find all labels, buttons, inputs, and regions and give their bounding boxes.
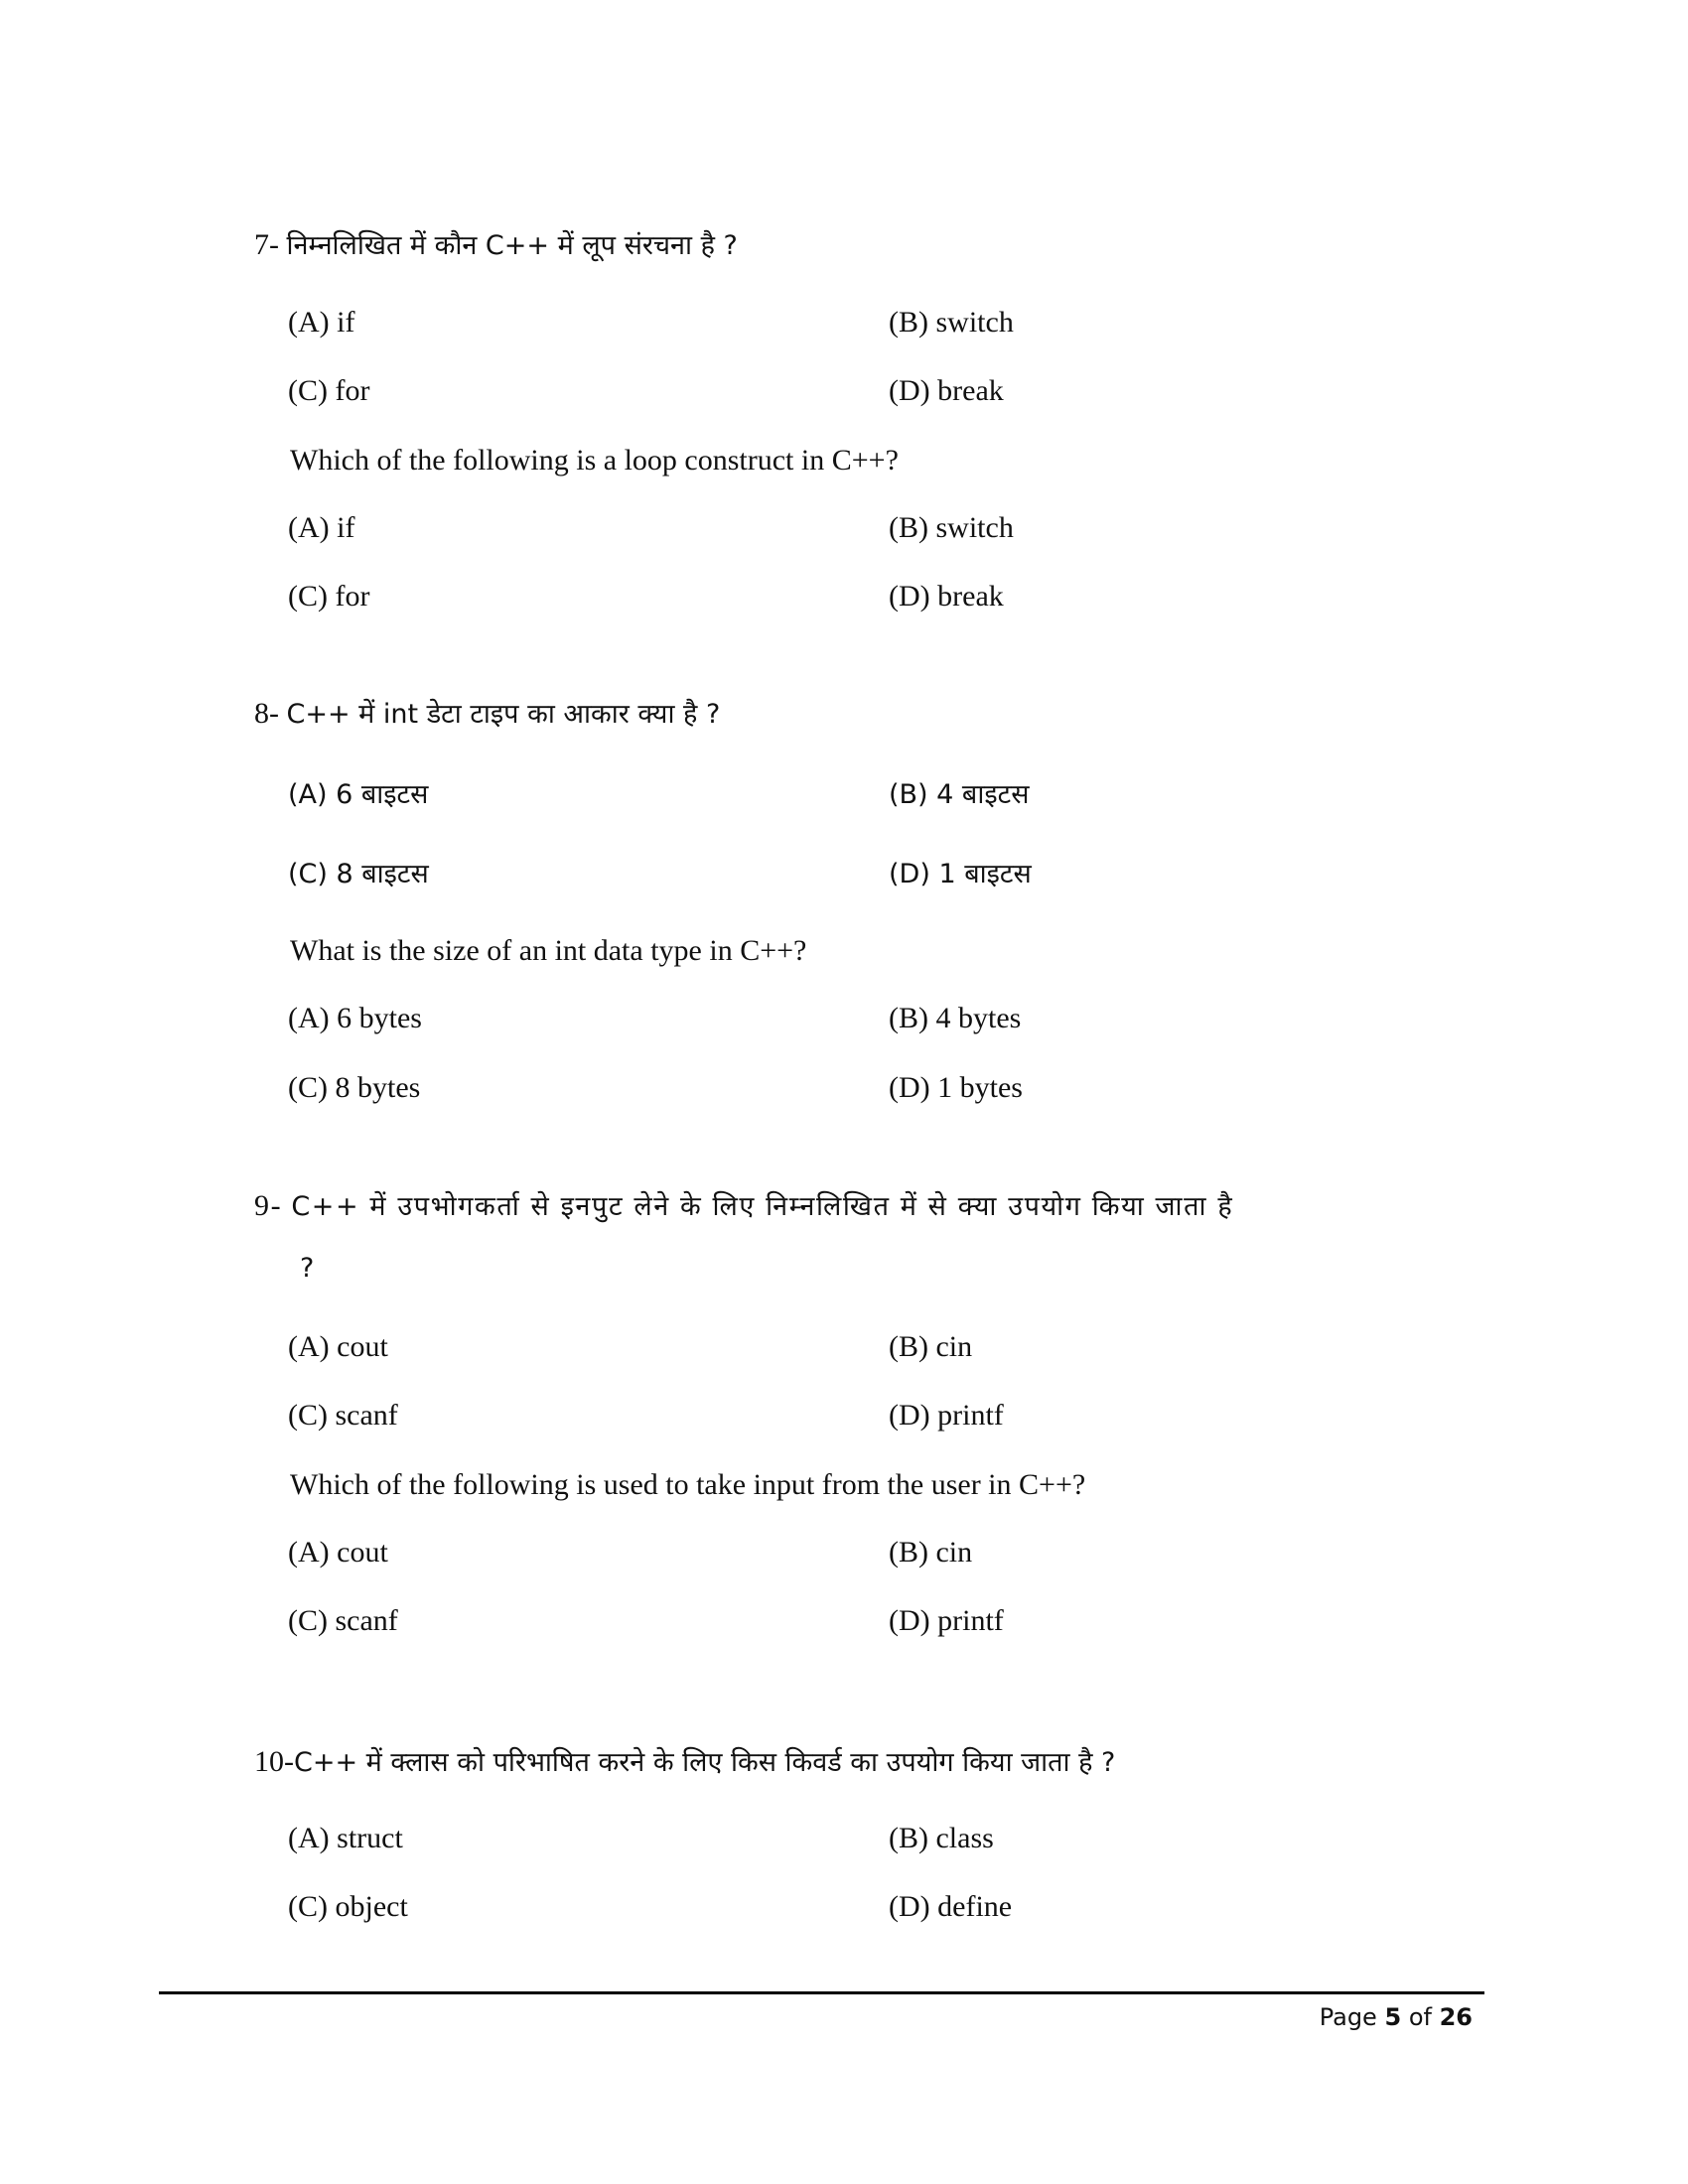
- option-c: (C) 8 bytes: [288, 1071, 421, 1104]
- option-a: (A) 6 bytes: [288, 1002, 422, 1034]
- option-b: (B) class: [889, 1822, 994, 1854]
- question-7-hindi: [254, 227, 738, 264]
- option-c: (C) for: [288, 580, 370, 613]
- question-text-english: Which of the following is used to take input from the user in C++?: [290, 1468, 1086, 1501]
- option-d: (D) printf: [889, 1604, 1004, 1637]
- option-b: (B) switch: [889, 306, 1014, 339]
- option-b: (B) cin: [889, 1330, 973, 1363]
- option-d: (D) define: [889, 1890, 1013, 1923]
- option-a: (A) struct: [288, 1822, 403, 1854]
- question-text-hindi-continuation: ?: [300, 1253, 315, 1284]
- question-number: 8-: [254, 697, 279, 730]
- option-b: (B) 4 bytes: [889, 1002, 1022, 1034]
- page-label: Page: [1319, 2003, 1377, 2031]
- question-text-hindi: C++ में int डेटा टाइप का आकार क्या है ?: [286, 699, 721, 730]
- option-d: (D) break: [889, 580, 1004, 613]
- of-label: of: [1408, 2003, 1432, 2031]
- option-d: (D) break: [889, 374, 1004, 407]
- question-number: 10-: [254, 1745, 294, 1778]
- option-a: (A) if: [288, 511, 355, 544]
- total-pages: 26: [1439, 2003, 1473, 2031]
- option-c: (C) 8 बाइटस: [288, 859, 429, 889]
- question-8-hindi: [254, 696, 720, 733]
- page-number: [1320, 2001, 1473, 2033]
- question-text-hindi: C++ में क्लास को परिभाषित करने के लिए किस किवर्ड का उपयोग किया जाता है ?: [294, 1747, 1116, 1778]
- option-a: (A) if: [288, 306, 355, 339]
- current-page: 5: [1384, 2003, 1402, 2031]
- question-number: 7-: [254, 228, 279, 261]
- option-b: (B) cin: [889, 1536, 973, 1569]
- question-text-english: Which of the following is a loop construct in C++?: [290, 444, 899, 477]
- option-d: (D) 1 bytes: [889, 1071, 1023, 1104]
- option-b: (B) 4 बाइटस: [889, 779, 1030, 810]
- question-10-hindi: [254, 1744, 1115, 1781]
- option-c: (C) object: [288, 1890, 408, 1923]
- option-c: (C) for: [288, 374, 370, 407]
- option-a: (A) cout: [288, 1536, 388, 1569]
- question-9-hindi: [254, 1188, 1233, 1225]
- option-a: (A) cout: [288, 1330, 388, 1363]
- question-text-english: What is the size of an int data type in C++?: [290, 934, 807, 967]
- option-c: (C) scanf: [288, 1604, 398, 1637]
- option-c: (C) scanf: [288, 1399, 398, 1432]
- option-b: (B) switch: [889, 511, 1014, 544]
- footer-divider: [159, 1991, 1484, 1994]
- question-text-hindi: C++ में उपभोगकर्ता से इनपुट लेने के लिए निम्नलिखित में से क्या उपयोग किया जाता है: [291, 1191, 1234, 1222]
- question-text-hindi: निम्नलिखित में कौन C++ में लूप संरचना है ?: [286, 230, 738, 261]
- option-d: (D) printf: [889, 1399, 1004, 1432]
- option-d: (D) 1 बाइटस: [889, 859, 1032, 889]
- question-number: 9-: [254, 1189, 283, 1222]
- option-a: (A) 6 बाइटस: [288, 779, 429, 810]
